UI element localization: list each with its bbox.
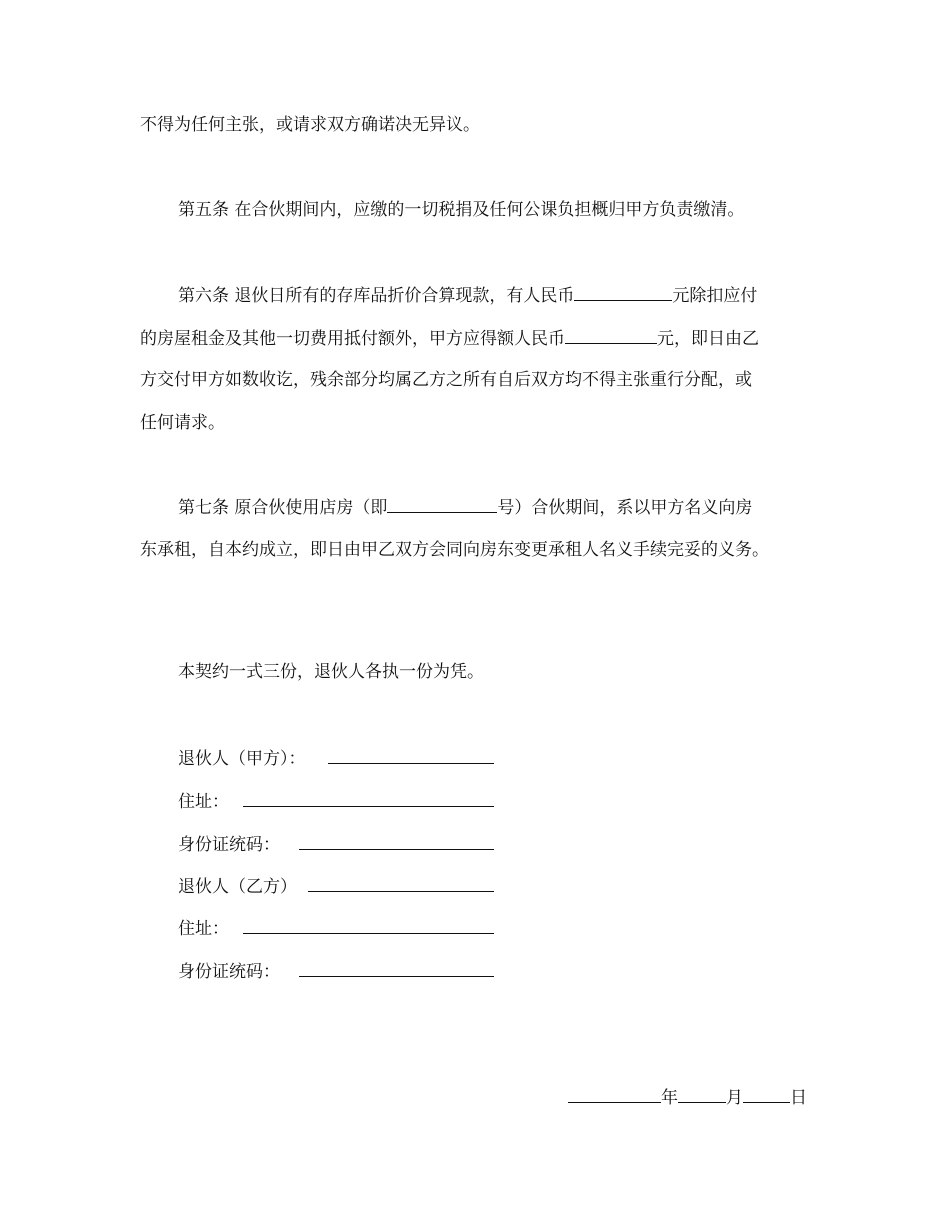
copies-text: 本契约一式三份，退伙人各执一份为凭。 bbox=[178, 662, 484, 682]
article-7-text-3: 东承租，自本约成立，即日由甲乙双方会同向房东变更承租人名义手续完妥的义务。 bbox=[140, 540, 769, 560]
amount-blank-1[interactable] bbox=[574, 285, 672, 301]
copies-statement bbox=[178, 662, 484, 682]
address-b-label: 住址： bbox=[178, 919, 229, 939]
signature-row-id-b bbox=[178, 961, 494, 982]
article-6-line-4 bbox=[140, 413, 225, 433]
party-b-signature-blank[interactable] bbox=[308, 876, 494, 892]
article-6-text-3: 的房屋租金及其他一切费用抵付额外，甲方应得额人民币 bbox=[140, 329, 565, 349]
signature-row-address-a bbox=[178, 791, 494, 812]
continuation-paragraph bbox=[140, 115, 480, 135]
year-blank[interactable] bbox=[568, 1087, 661, 1103]
id-a-label: 身份证统码： bbox=[178, 835, 280, 855]
article-7-text-2: 号）合伙期间，系以甲方名义向房 bbox=[497, 498, 753, 518]
article-6-text-2: 元除扣应付 bbox=[672, 286, 758, 306]
month-label: 月 bbox=[726, 1088, 743, 1108]
amount-blank-2[interactable] bbox=[565, 328, 657, 344]
signature-row-address-b bbox=[178, 918, 494, 939]
address-a-label: 住址： bbox=[178, 792, 229, 812]
article-7-line-2 bbox=[140, 540, 769, 560]
party-b-label: 退伙人（乙方） bbox=[178, 877, 297, 897]
id-b-label: 身份证统码： bbox=[178, 962, 280, 982]
article-5-text: 第五条 在合伙期间内，应缴的一切税捐及任何公课负担概归甲方负责缴清。 bbox=[178, 200, 745, 220]
party-a-signature-blank[interactable] bbox=[328, 748, 494, 764]
signature-row-id-a bbox=[178, 834, 494, 855]
article-7-line-1 bbox=[178, 497, 752, 518]
address-a-blank[interactable] bbox=[243, 791, 494, 807]
article-6-text-6: 任何请求。 bbox=[140, 413, 225, 433]
address-b-blank[interactable] bbox=[243, 918, 494, 934]
article-6-text-5: 方交付甲方如数收讫，残余部分均属乙方之所有自后双方均不得主张重行分配，或 bbox=[140, 370, 752, 390]
day-blank[interactable] bbox=[743, 1087, 790, 1103]
article-6-line-2 bbox=[140, 328, 759, 349]
article-6-text-1: 第六条 退伙日所有的存库品折价合算现款，有人民币 bbox=[178, 286, 575, 306]
signature-row-party-b bbox=[178, 876, 494, 897]
date-line bbox=[568, 1087, 807, 1108]
party-a-label: 退伙人（甲方）： bbox=[178, 749, 306, 769]
article-6-line-3 bbox=[140, 370, 752, 390]
article-5 bbox=[178, 200, 744, 220]
day-label: 日 bbox=[790, 1088, 807, 1108]
article-7-text-1: 第七条 原合伙使用店房（即 bbox=[178, 498, 388, 518]
article-6-line-1 bbox=[178, 285, 757, 306]
month-blank[interactable] bbox=[678, 1087, 726, 1103]
signature-row-party-a bbox=[178, 748, 494, 769]
id-b-blank[interactable] bbox=[299, 961, 494, 977]
article-6-text-4: 元，即日由乙 bbox=[657, 329, 759, 349]
year-label: 年 bbox=[661, 1088, 678, 1108]
continuation-text: 不得为任何主张，或请求双方确诺决无异议。 bbox=[140, 115, 480, 135]
id-a-blank[interactable] bbox=[299, 834, 494, 850]
shop-number-blank[interactable] bbox=[387, 497, 497, 513]
